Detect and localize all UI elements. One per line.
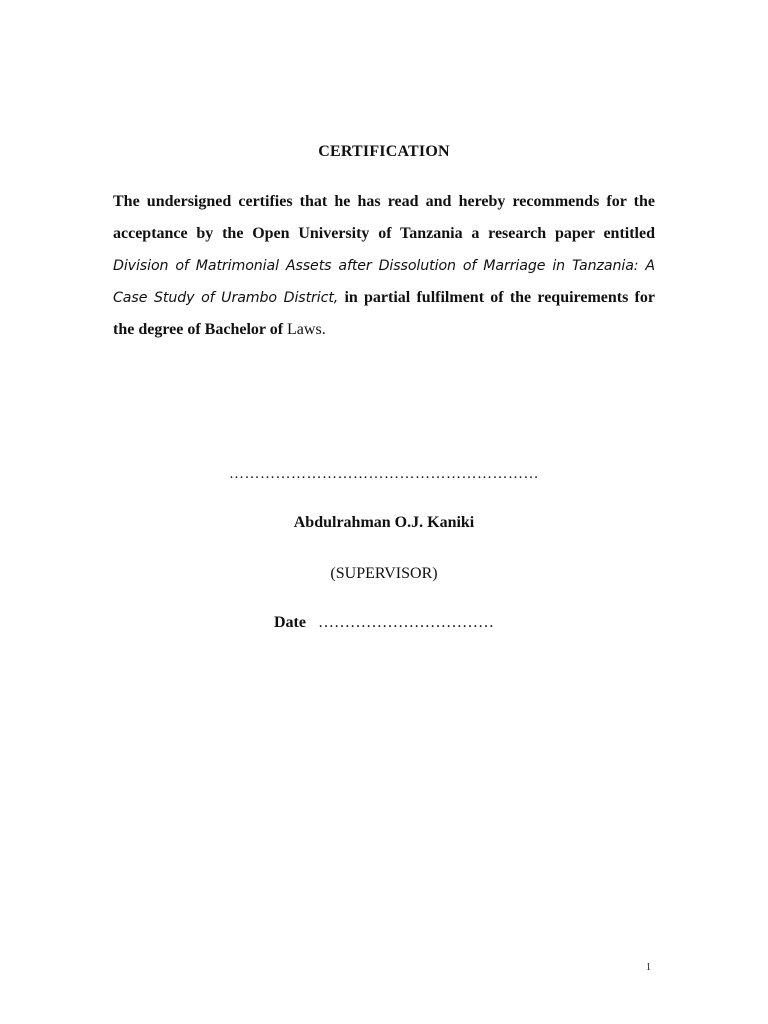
supervisor-name: Abdulrahman O.J. Kaniki [293, 514, 475, 531]
certification-heading: CERTIFICATION [318, 143, 450, 160]
research-paper-title: Division of Matrimonial Assets after Dissolution of Marriage in Tanzania: A Case Study of Urambo District, [113, 258, 655, 306]
paragraph-ending: Laws. [287, 321, 326, 338]
date-line [0, 614, 768, 632]
supervisor-role: (SUPERVISOR) [330, 565, 438, 582]
date-spacer [310, 614, 314, 631]
paragraph-intro: The undersigned certifies that he has read and hereby recommends for the acceptance by the Open University of Tanzania a research paper entitled [113, 193, 655, 242]
signature-line: …………………………………………………… [229, 466, 539, 482]
certification-paragraph [113, 186, 655, 346]
page-number: 1 [646, 962, 651, 973]
paragraph-requirements: in partial fulfilment of the requirements for the degree of Bachelor of [113, 289, 655, 338]
date-dots: …………………………… [317, 614, 494, 631]
date-label: Date [274, 614, 306, 631]
